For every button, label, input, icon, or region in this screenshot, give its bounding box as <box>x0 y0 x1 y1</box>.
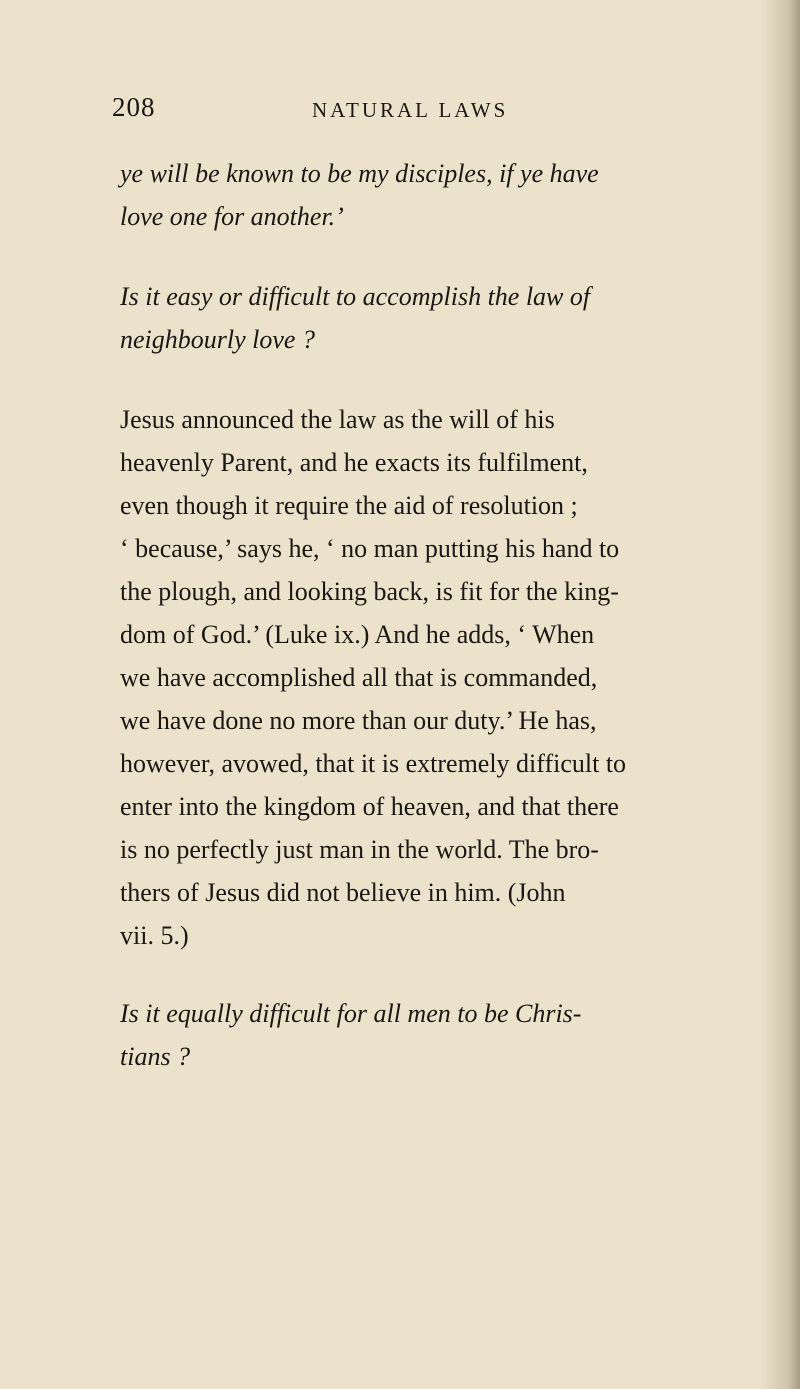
page-number: 208 <box>112 92 156 122</box>
page-header <box>112 92 672 132</box>
page-edge-shadow <box>760 0 800 1389</box>
text-line: thers of Jesus did not believe in him. (John <box>120 878 566 907</box>
paragraph-gap <box>120 957 760 992</box>
question-2 <box>120 992 760 1078</box>
text-line: the plough, and looking back, is fit for the king- <box>120 577 619 606</box>
opening-quote <box>120 152 760 238</box>
text-line: neighbourly love ? <box>120 325 315 354</box>
text-line: however, avowed, that it is extremely difficult to <box>120 749 627 778</box>
text-line: dom of God.’ (Luke ix.) And he adds, ‘ When <box>120 620 595 649</box>
text-line: enter into the kingdom of heaven, and that there <box>120 792 619 821</box>
text-line: we have accomplished all that is commanded, <box>120 663 598 692</box>
text-line: is no perfectly just man in the world. The bro- <box>120 835 599 864</box>
text-line: love one for another.’ <box>120 202 344 231</box>
running-head: NATURAL LAWS <box>312 98 509 122</box>
text-line: Is it equally difficult for all men to be Chris- <box>120 999 582 1028</box>
text-line: heavenly Parent, and he exacts its fulfilment, <box>120 448 588 477</box>
text-line: we have done no more than our duty.’ He has, <box>120 706 597 735</box>
question-1 <box>120 275 760 361</box>
page-body <box>120 152 760 1078</box>
text-line: even though it require the aid of resolution ; <box>120 491 578 520</box>
text-line: ye will be known to be my disciples, if ye have <box>120 159 599 188</box>
text-line: tians ? <box>120 1042 191 1071</box>
paragraph-gap <box>120 238 760 275</box>
text-line: vii. 5.) <box>120 921 189 950</box>
text-line: ‘ because,’ says he, ‘ no man putting his hand to <box>120 534 620 563</box>
text-line: Jesus announced the law as the will of his <box>120 405 555 434</box>
answer-1 <box>120 398 760 957</box>
text-line: Is it easy or difficult to accomplish the law of <box>120 282 591 311</box>
paragraph-gap <box>120 361 760 398</box>
